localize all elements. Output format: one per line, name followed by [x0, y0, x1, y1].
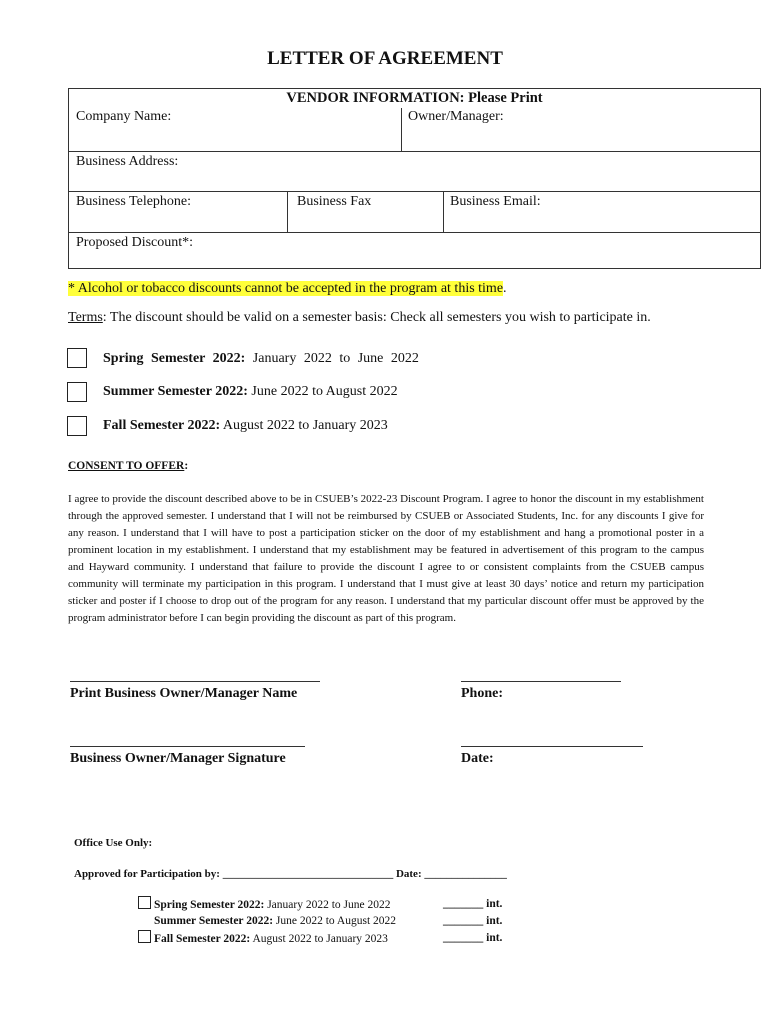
office-use-heading: Office Use Only: — [74, 837, 153, 849]
consent-heading-text: CONSENT TO OFFER — [68, 460, 185, 472]
business-telephone-field[interactable]: Business Telephone: — [76, 194, 192, 209]
spring-semester-option — [103, 351, 419, 367]
office-summer-label: Summer Semester 2022: — [154, 915, 274, 927]
office-semester-list — [138, 896, 518, 947]
office-spring-checkbox[interactable] — [138, 896, 151, 909]
spring-semester-label: Spring Semester 2022: — [103, 351, 246, 366]
business-address-field[interactable]: Business Address: — [76, 154, 179, 169]
owner-manager-field[interactable]: Owner/Manager: — [408, 109, 504, 124]
terms-text: : The discount should be valid on a semester basis: Check all semesters you wish to participate in. — [102, 310, 651, 325]
consent-heading — [68, 460, 188, 472]
summer-semester-dates: June 2022 to August 2022 — [251, 384, 398, 399]
office-spring-label: Spring Semester 2022: — [154, 899, 265, 911]
date-label: Date: — [461, 751, 494, 766]
signature-line[interactable] — [70, 746, 305, 747]
office-fall-checkbox[interactable] — [138, 930, 151, 943]
summer-semester-option — [103, 384, 398, 400]
page-title: LETTER OF AGREEMENT — [267, 48, 503, 69]
spring-semester-dates: January 2022 to June 2022 — [252, 351, 419, 366]
terms-label: Terms — [68, 310, 103, 325]
business-email-field[interactable]: Business Email: — [450, 194, 541, 209]
spring-semester-checkbox[interactable] — [67, 348, 87, 368]
summer-semester-checkbox[interactable] — [67, 382, 87, 402]
company-name-field[interactable]: Company Name: — [76, 109, 172, 124]
consent-paragraph: I agree to provide the discount described above to be in CSUEB’s 2022-23 Discount Program. I agree to honor the discount in my establishment through the approved semester. I understand that I will not be reimbursed by CSUEB or Associated Students, Inc. for any discounts I give for any reason. I understand that I will have to post a participation sticker on the door of my establishment and hang a promotional poster in a prominent location in my establishment. I understand that my establishment may be featured in advertisement of this program to the campus and Hayward community. I understand that failure to provide the discount I agree to or consistent complaints from the CSUEB campus community will terminate my participation in this program. I understand that I must give at least 30 days’ notice and return my participation sticker and poster if I choose to drop out of the program for any reason. I understand that my particular discount offer must be approved by the program administrator before I can begin providing the discount as part of this program. — [68, 493, 704, 624]
vendor-info-heading: VENDOR INFORMATION: Please Print — [286, 90, 543, 106]
office-fall-label: Fall Semester 2022: — [154, 933, 251, 945]
office-fall-initials[interactable]: _______ int. — [443, 932, 503, 944]
proposed-discount-field[interactable]: Proposed Discount*: — [76, 235, 194, 250]
office-spring-dates: January 2022 to June 2022 — [267, 899, 391, 911]
date-line[interactable] — [461, 746, 643, 747]
print-name-label: Print Business Owner/Manager Name — [70, 686, 298, 701]
print-name-line[interactable] — [70, 681, 320, 682]
business-fax-field[interactable]: Business Fax — [297, 194, 372, 209]
office-summer-initials[interactable]: _______ int. — [443, 915, 503, 927]
office-spring-initials[interactable]: _______ int. — [443, 898, 503, 910]
phone-line[interactable] — [461, 681, 621, 682]
fall-semester-dates: August 2022 to January 2023 — [222, 418, 388, 433]
summer-semester-label: Summer Semester 2022: — [103, 384, 248, 399]
office-spring-row — [138, 896, 518, 913]
consent-heading-colon: : — [184, 460, 189, 472]
signature-label: Business Owner/Manager Signature — [70, 751, 286, 766]
office-summer-row — [138, 913, 518, 930]
notice-text: * Alcohol or tobacco discounts cannot be accepted in the program at this time — [68, 281, 504, 296]
fall-semester-option — [103, 418, 388, 434]
approved-by-line[interactable]: Approved for Participation by: _______________________________ Date: _______________ — [74, 868, 507, 880]
fall-semester-checkbox[interactable] — [67, 416, 87, 436]
fall-semester-label: Fall Semester 2022: — [103, 418, 221, 433]
vendor-info-table — [68, 88, 761, 269]
alcohol-tobacco-notice — [68, 281, 507, 297]
office-fall-row — [138, 930, 518, 947]
phone-label: Phone: — [461, 686, 503, 701]
office-summer-dates: June 2022 to August 2022 — [275, 915, 397, 927]
terms-line — [68, 310, 651, 326]
office-fall-dates: August 2022 to January 2023 — [252, 933, 388, 945]
notice-period: . — [503, 281, 507, 296]
